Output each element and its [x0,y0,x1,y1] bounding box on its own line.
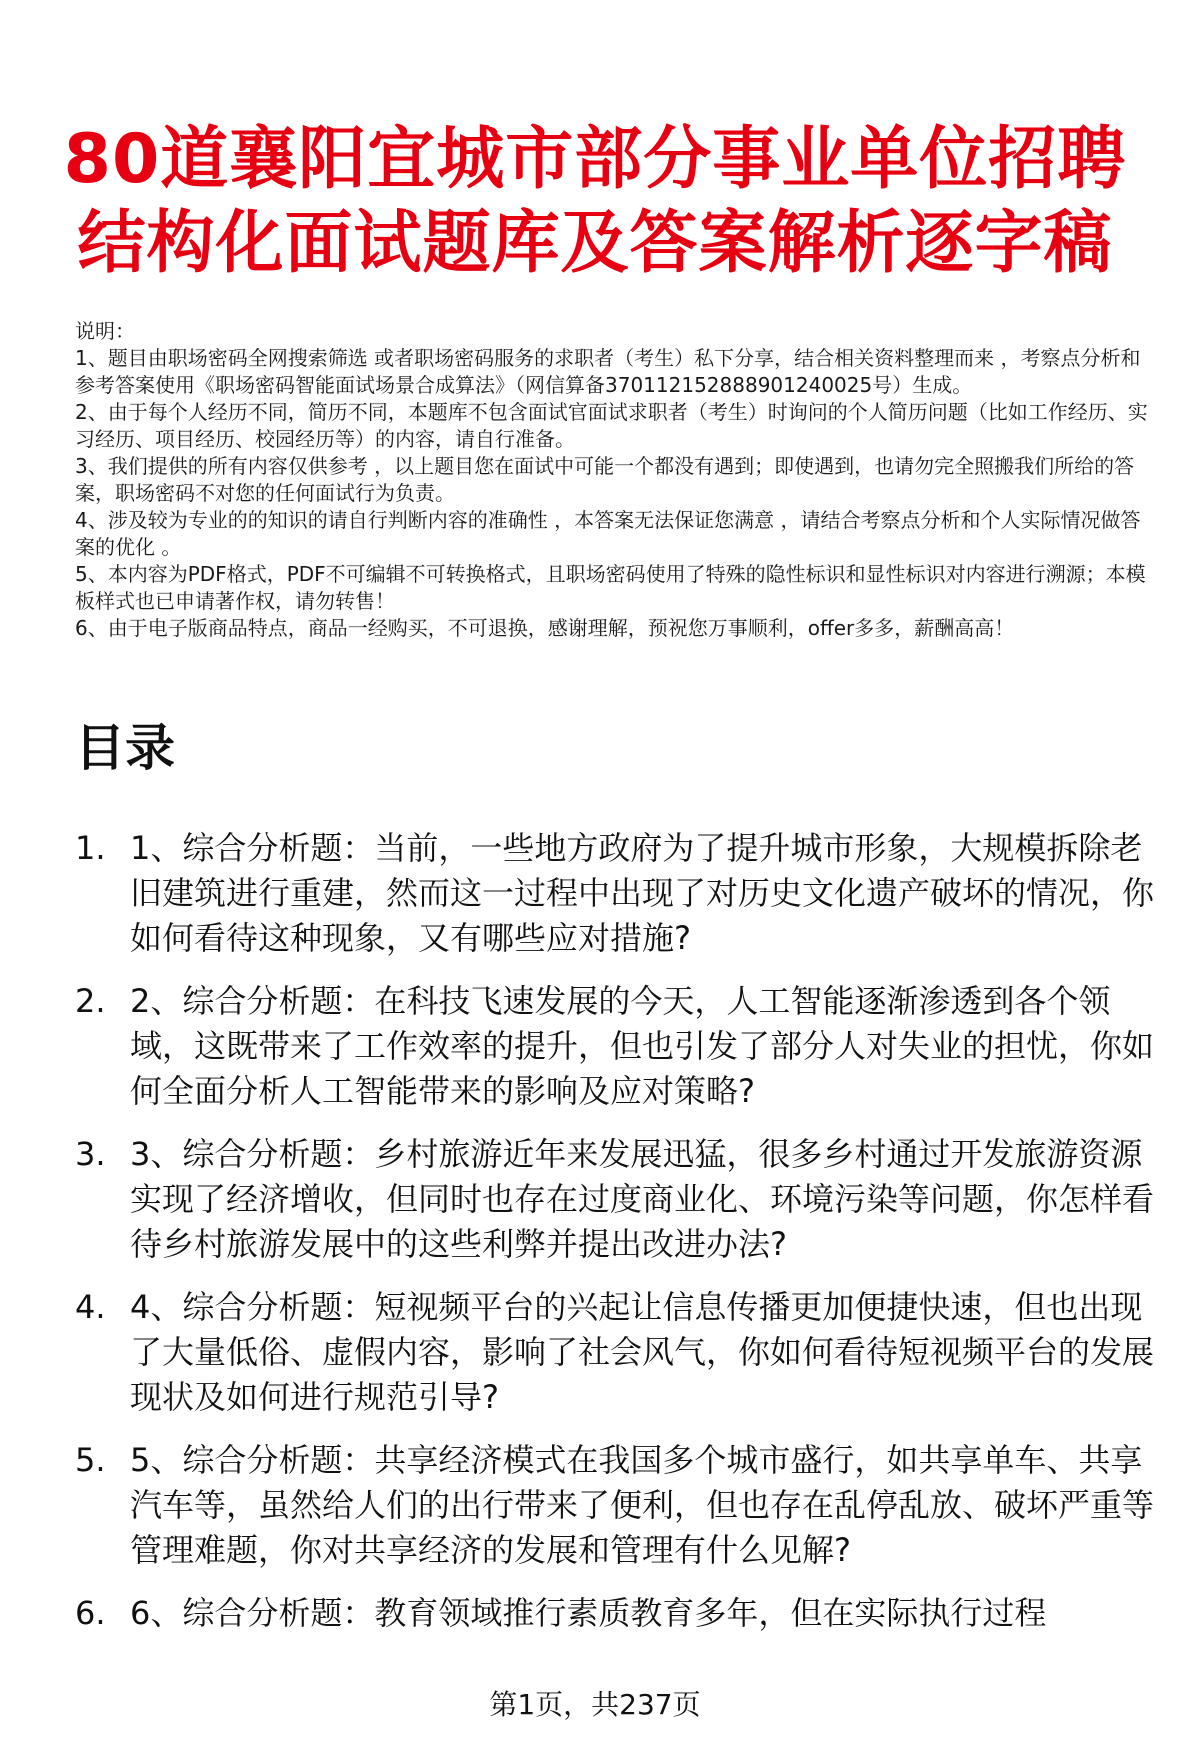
toc-item-text[interactable]: 1、综合分析题：当前，一些地方政府为了提升城市形象，大规模拆除老旧建筑进行重建，然而这一过程中出现了对历史文化遗产破坏的情况，你如何看待这种现象，又有哪些应对措施? [130,829,1155,957]
toc-item-number: 6. [75,1594,106,1632]
notes-heading: 说明： [75,319,135,343]
toc-heading: 目录 [75,719,175,777]
toc-item-number: 1. [75,829,106,867]
note-item: 6、由于电子版商品特点，商品一经购买，不可退换，感谢理解，预祝您万事顺利，offer多多，薪酬高高！ [75,616,1015,640]
note-item: 5、本内容为PDF格式，PDF不可编辑不可转换格式，且职场密码使用了特殊的隐性标识和显性标识对内容进行溯源；本模板样式也已申请著作权，请勿转售！ [75,562,1146,613]
page-number-footer: 第1页，共237页 [489,1688,701,1721]
toc-item-text[interactable]: 5、综合分析题：共享经济模式在我国多个城市盛行，如共享单车、共享汽车等，虽然给人们的出行带来了便利，但也存在乱停乱放、破坏严重等管理难题，你对共享经济的发展和管理有什么见解? [130,1441,1155,1569]
note-item: 4、涉及较为专业的的知识的请自行判断内容的准确性 ，本答案无法保证您满意 ，请结合考察点分析和个人实际情况做答案的优化 。 [75,508,1141,559]
note-item: 3、我们提供的所有内容仅供参考 ，以上题目您在面试中可能一个都没有遇到；即使遇到，也请勿完全照搬我们所给的答案，职场密码不对您的任何面试行为负责。 [75,454,1135,505]
toc-item-text[interactable]: 6、综合分析题：教育领域推行素质教育多年，但在实际执行过程 [130,1594,1047,1632]
toc-item-number: 4. [75,1288,106,1326]
toc-item[interactable] [75,1591,1165,1636]
title-line-2: 结构化面试题库及答案解析逐字稿 [77,204,1113,283]
toc-item-text[interactable]: 4、综合分析题：短视频平台的兴起让信息传播更加便捷快速，但也出现了大量低俗、虚假内容，影响了社会风气，你如何看待短视频平台的发展现状及如何进行规范引导? [130,1288,1155,1416]
toc-item[interactable] [75,1438,1165,1573]
toc-item[interactable] [75,979,1165,1114]
toc-item[interactable] [75,1132,1165,1267]
toc-item[interactable] [75,826,1165,961]
document-title [60,118,1130,286]
note-item: 1、题目由职场密码全网搜索筛选 或者职场密码服务的求职者（考生）私下分享，结合相关资料整理而来 ，考察点分析和参考答案使用《职场密码智能面试场景合成算法》（网信算备370112152888901240025号）生成。 [75,346,1141,397]
toc-item-number: 5. [75,1441,106,1479]
toc-item-text[interactable]: 2、综合分析题：在科技飞速发展的今天，人工智能逐渐渗透到各个领域，这既带来了工作效率的提升，但也引发了部分人对失业的担忧，你如何全面分析人工智能带来的影响及应对策略? [130,982,1155,1110]
toc-list [75,826,1165,1654]
toc-item[interactable] [75,1285,1165,1420]
title-line-1: 80道襄阳宜城市部分事业单位招聘 [63,120,1127,199]
toc-item-text[interactable]: 3、综合分析题：乡村旅游近年来发展迅猛，很多乡村通过开发旅游资源实现了经济增收，但同时也存在过度商业化、环境污染等问题，你怎样看待乡村旅游发展中的这些利弊并提出改进办法? [130,1135,1155,1263]
toc-item-number: 2. [75,982,106,1020]
disclaimer-notes [75,318,1155,642]
note-item: 2、由于每个人经历不同，简历不同，本题库不包含面试官面试求职者（考生）时询问的个人简历问题（比如工作经历、实习经历、项目经历、校园经历等）的内容，请自行准备。 [75,400,1148,451]
toc-item-number: 3. [75,1135,106,1173]
